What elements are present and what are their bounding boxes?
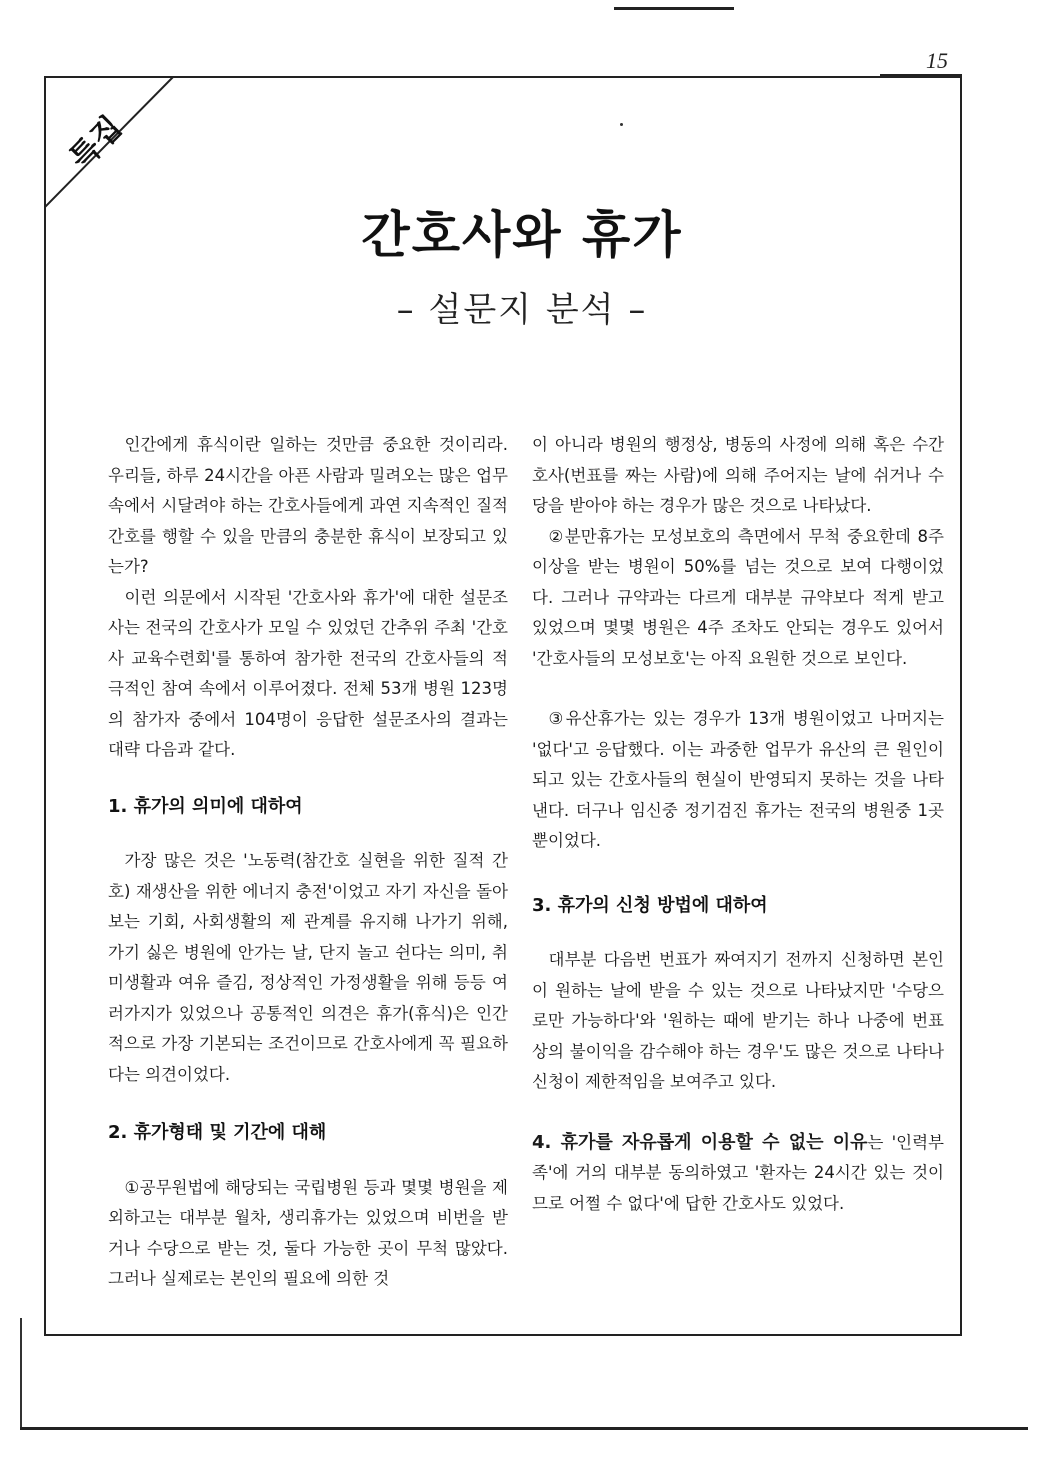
section-2-heading: 2. 휴가형태 및 기간에 대해 xyxy=(108,1122,327,1143)
section-1-heading: 1. 휴가의 의미에 대하여 xyxy=(108,795,303,817)
section-4-paragraph xyxy=(532,1128,944,1220)
section-2-paragraph-1-end: 이 아니라 병원의 행정상, 병동의 사정에 의해 혹은 수간호사(번표를 짜는 사람)에 의해 주어지는 날에 쉬거나 수당을 받아야 하는 경우가 많은 것으로 나타났다. xyxy=(532,435,944,515)
section-3-heading: 3. 휴가의 신청 방법에 대하여 xyxy=(532,894,768,916)
bottom-rule xyxy=(20,1427,1028,1430)
intro-paragraph-2: 이런 의문에서 시작된 '간호사와 휴가'에 대한 설문조사는 전국의 간호사가 모일 수 있었던 간추위 주최 '간호사 교육수련회'를 통하여 참가한 전국의 간호사들의 적극적인 참여 속에서 이루어졌다. 전체 53개 병원 123명의 참가자 중에서 104명이 응답한 설문조사의 결과는 대략 다음과 같다. xyxy=(108,587,508,759)
top-rule xyxy=(614,7,734,10)
section-1-body: 가장 많은 것은 '노동력(참간호 실현을 위한 질적 간호) 재생산을 위한 에너지 충전'이었고 자기 자신을 돌아보는 기회, 사회생활의 제 관계를 유지해 나가기 위해, 가기 싫은 병원에 안가는 날, 단지 놀고 쉰다는 의미, 취미생활과 여유 즐김, 정상적인 가정생활을 위해 등등 여러가지가 있었으나 공통적인 의견은 휴가(휴식)은 인간적으로 가장 기본되는 조건이므로 간호사에게 꼭 필요하다는 의견이었다. xyxy=(108,851,508,1084)
speck xyxy=(620,123,623,126)
special-feature-label: 특집 xyxy=(62,108,131,177)
section-2-paragraph-1-start: ①공무원법에 해당되는 국립병원 등과 몇몇 병원을 제외하고는 대부분 월차, 생리휴가는 있었으며 비번을 받거나 수당으로 받는 것, 둘다 가능한 곳이 무척 많았다. 그러나 실제로는 본인의 필요에 의한 것 xyxy=(108,1177,508,1288)
page-number: 15 xyxy=(926,48,948,73)
left-column xyxy=(108,430,508,1295)
section-3-body: 대부분 다음번 번표가 짜여지기 전까지 신청하면 본인이 원하는 날에 받을 수 있는 것으로 나타났지만 '수당으로만 가능하다'와 '원하는 때에 받기는 하나 나중에 번표상의 불이익을 감수해야 하는 경우'도 많은 것으로 나타나 신청이 제한적임을 보여주고 있다. xyxy=(532,950,944,1091)
section-4-body: 는 '인력부족'에 거의 대부분 동의하였고 '환자는 24시간 있는 것이므로 어쩔 수 없다'에 답한 간호사도 있었다. xyxy=(532,1132,944,1213)
intro-paragraph-1: 인간에게 휴식이란 일하는 것만큼 중요한 것이리라. 우리들, 하루 24시간을 아픈 사람과 밀려오는 많은 업무 속에서 시달려야 하는 간호사들에게 과연 지속적인 질적 간호를 행할 수 있을 만큼의 충분한 휴식이 보장되고 있는가? xyxy=(108,435,508,576)
section-4-lead: 4. 휴가를 자유롭게 이용할 수 없는 이유 xyxy=(532,1131,868,1153)
article-subtitle: – 설문지 분석 – xyxy=(396,290,648,330)
section-2-paragraph-2: ②분만휴가는 모성보호의 측면에서 무척 중요한데 8주 이상을 받는 병원이 50%를 넘는 것으로 보여 다행이었다. 그러나 규약과는 다르게 대부분 규약보다 적게 받고 있었으며 몇몇 병원은 4주 조차도 안되는 경우도 있어서 '간호사들의 모성보호'는 아직 요원한 것으로 보인다. xyxy=(532,526,944,668)
left-margin-rule xyxy=(20,1318,22,1428)
right-column xyxy=(532,430,944,1219)
article-title: 간호사와 휴가 xyxy=(361,205,683,264)
section-2-paragraph-3: ③유산휴가는 있는 경우가 13개 병원이었고 나머지는 '없다'고 응답했다. 이는 과중한 업무가 유산의 큰 원인이 되고 있는 간호사들의 현실이 반영되지 못하는 것을 나타낸다. 더구나 임신중 정기검진 휴가는 전국의 병원중 1곳 뿐이었다. xyxy=(532,709,944,850)
